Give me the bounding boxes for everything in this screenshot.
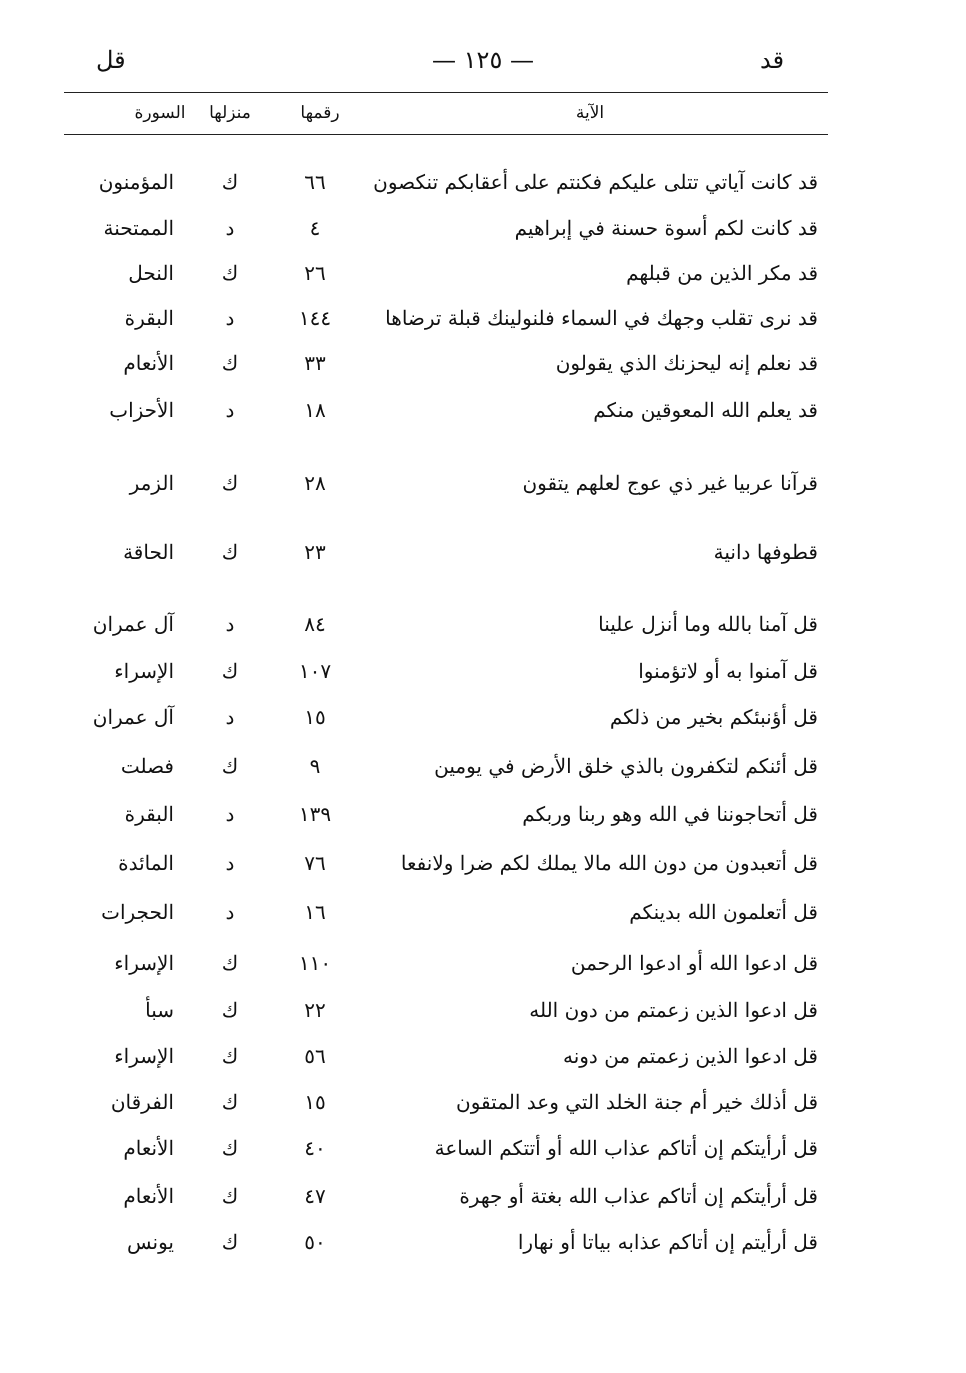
surah-name: البقرة	[124, 306, 174, 330]
surah-name: الفرقان	[110, 1090, 174, 1114]
table-row	[0, 390, 966, 430]
verse-number: ٢٦	[304, 261, 326, 285]
revelation-place: د	[225, 398, 235, 422]
surah-name: الإسراء	[114, 951, 174, 975]
surah-name: الأنعام	[123, 351, 174, 375]
verse-number: ٤٠	[304, 1136, 326, 1160]
verse-number: ٥٠	[304, 1230, 326, 1254]
table-row	[0, 843, 966, 883]
revelation-place: ك	[221, 1184, 239, 1208]
verse-text: قطوفها دانية	[713, 540, 818, 564]
verse-text: قد نرى تقلب وجهك في السماء فلنولينك قبلة ترضاها	[385, 306, 818, 330]
surah-name: الزمر	[129, 471, 174, 495]
surah-name: الحجرات	[101, 900, 174, 924]
revelation-place: ك	[221, 351, 239, 375]
table-row	[0, 604, 966, 644]
table-row	[0, 532, 966, 572]
revelation-place: ك	[221, 754, 239, 778]
column-header-surah: السورة	[134, 103, 186, 123]
revelation-place: ك	[221, 951, 239, 975]
verse-number: ١٦	[304, 900, 326, 924]
revelation-place: د	[225, 802, 235, 826]
table-row	[0, 1036, 966, 1076]
table-row	[0, 343, 966, 383]
verse-text: قل آمنوا به أو لاتؤمنوا	[638, 659, 818, 683]
revelation-place: د	[225, 705, 235, 729]
column-header-verse: الآية	[575, 103, 605, 123]
verse-text: قد كانت لكم أسوة حسنة في إبراهيم	[514, 216, 818, 240]
surah-name: الأنعام	[123, 1136, 174, 1160]
verse-text: قل أؤنبئكم بخير من ذلكم	[609, 705, 818, 729]
revelation-place: ك	[221, 170, 239, 194]
surah-name: الإسراء	[114, 1044, 174, 1068]
table-row	[0, 697, 966, 737]
revelation-place: ك	[221, 659, 239, 683]
surah-name: النحل	[128, 261, 174, 285]
surah-name: سبأ	[145, 998, 174, 1022]
verse-text: قل آمنا بالله وما أنزل علينا	[598, 612, 818, 636]
revelation-place: د	[225, 900, 235, 924]
verse-text: قل أتعبدون من دون الله مالا يملك لكم ضرا ولانفعا	[400, 851, 818, 875]
revelation-place: ك	[221, 998, 239, 1022]
revelation-place: ك	[221, 471, 239, 495]
verse-text: قد نعلم إنه ليحزنك الذي يقولون	[555, 351, 818, 375]
table-row	[0, 162, 966, 202]
verse-number: ٧٦	[304, 851, 326, 875]
verse-text: قل أرأيتكم إن أتاكم عذاب الله أو أتتكم الساعة	[434, 1136, 818, 1160]
verse-text: قل أرأيتكم إن أتاكم عذاب الله بغتة أو جهرة	[459, 1184, 818, 1208]
verse-number: ١٨	[304, 398, 326, 422]
table-row	[0, 746, 966, 786]
verse-text: قل أئنكم لتكفرون بالذي خلق الأرض في يومين	[434, 754, 818, 778]
verse-text: قرآنا عربيا غير ذي عوج لعلهم يتقون	[522, 471, 818, 495]
surah-name: الأحزاب	[109, 398, 174, 422]
table-row	[0, 990, 966, 1030]
page-number: — ١٢٥ —	[432, 46, 534, 74]
surah-name: يونس	[127, 1230, 174, 1254]
verse-number: ١١٠	[298, 951, 332, 975]
table-row	[0, 1222, 966, 1262]
verse-number: ١٣٩	[298, 802, 332, 826]
verse-number: ١٥	[304, 1090, 326, 1114]
verse-text: قل أرأيتم إن أتاكم عذابه بياتا أو نهارا	[517, 1230, 818, 1254]
revelation-place: ك	[221, 1044, 239, 1068]
verse-text: قد يعلم الله المعوقين منكم	[593, 398, 818, 422]
surah-name: الإسراء	[114, 659, 174, 683]
revelation-place: د	[225, 216, 235, 240]
surah-name: آل عمران	[92, 612, 174, 636]
verse-number: ١٤٤	[298, 306, 332, 330]
revelation-place: د	[225, 306, 235, 330]
verse-number: ٥٦	[304, 1044, 326, 1068]
table-row	[0, 943, 966, 983]
table-row	[0, 463, 966, 503]
revelation-place: ك	[221, 261, 239, 285]
verse-text: قل أتحاجوننا في الله وهو ربنا وربكم	[522, 802, 818, 826]
revelation-place: د	[225, 612, 235, 636]
verse-number: ٨٤	[304, 612, 326, 636]
table-row	[0, 892, 966, 932]
table-row	[0, 1176, 966, 1216]
running-header-left: قل	[96, 46, 126, 74]
revelation-place: ك	[221, 1136, 239, 1160]
verse-number: ٢٨	[304, 471, 326, 495]
verse-number: ٩	[309, 754, 321, 778]
column-header-place: منزلها	[209, 103, 251, 123]
surah-name: المؤمنون	[98, 170, 174, 194]
surah-name: البقرة	[124, 802, 174, 826]
surah-name: فصلت	[120, 754, 174, 778]
surah-name: الحاقة	[123, 540, 174, 564]
verse-text: قل ادعوا الذين زعمتم من دونه	[562, 1044, 818, 1068]
verse-number: ٣٣	[304, 351, 326, 375]
surah-name: الممتحنة	[103, 216, 174, 240]
verse-number: ٤٧	[304, 1184, 326, 1208]
table-row	[0, 298, 966, 338]
table-row	[0, 1128, 966, 1168]
revelation-place: ك	[221, 1090, 239, 1114]
table-row	[0, 253, 966, 293]
verse-text: قل ادعوا الذين زعمتم من دون الله	[529, 998, 818, 1022]
verse-text: قد كانت آياتي تتلى عليكم فكنتم على أعقابكم تنكصون	[373, 170, 818, 194]
verse-text: قل ادعوا الله أو ادعوا الرحمن	[570, 951, 818, 975]
table-row	[0, 208, 966, 248]
verse-number: ٢٢	[304, 998, 326, 1022]
verse-number: ٤	[309, 216, 321, 240]
verse-number: ١٠٧	[298, 659, 332, 683]
verse-text: قل أذلك خير أم جنة الخلد التي وعد المتقون	[456, 1090, 818, 1114]
revelation-place: ك	[221, 540, 239, 564]
verse-number: ٦٦	[304, 170, 326, 194]
column-header-number: رقمها	[300, 103, 340, 123]
table-row	[0, 1082, 966, 1122]
surah-name: المائدة	[118, 851, 174, 875]
surah-name: الأنعام	[123, 1184, 174, 1208]
verse-text: قل أتعلمون الله بدينكم	[629, 900, 818, 924]
verse-number: ٢٣	[304, 540, 326, 564]
table-row	[0, 651, 966, 691]
running-header-right: قد	[760, 46, 785, 74]
verse-number: ١٥	[304, 705, 326, 729]
table-row	[0, 794, 966, 834]
surah-name: آل عمران	[92, 705, 174, 729]
revelation-place: ك	[221, 1230, 239, 1254]
verse-text: قد مكر الذين من قبلهم	[626, 261, 818, 285]
revelation-place: د	[225, 851, 235, 875]
